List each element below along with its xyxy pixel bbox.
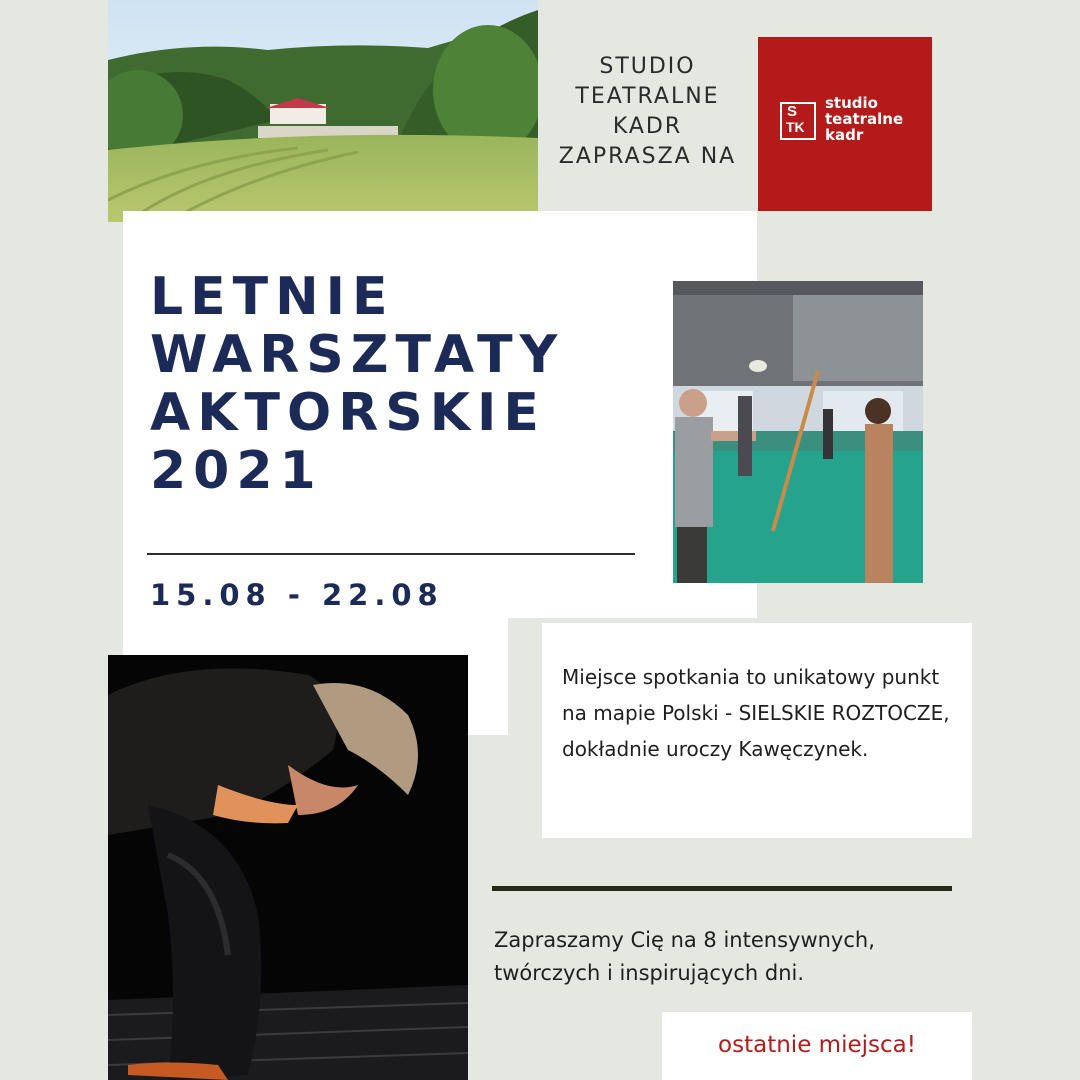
studio-logo <box>758 37 932 211</box>
invite-header <box>545 52 750 172</box>
title-line: 2021 <box>150 441 323 501</box>
last-spots-badge <box>662 1012 972 1080</box>
invite-days-text: Zapraszamy Cię na 8 intensywnych, twórczych i inspirujących dni. <box>494 928 875 985</box>
invite-line: TEATRALNE <box>575 84 720 109</box>
title-line: WARSZTATY <box>150 325 565 385</box>
logo-mark-bottom: TK <box>786 119 805 135</box>
logo-words <box>825 95 903 143</box>
event-dates: 15.08 - 22.08 <box>150 578 444 612</box>
logo-mark-top: S <box>787 103 798 120</box>
last-spots-text: ostatnie miejsca! <box>718 1032 916 1058</box>
invite-line: STUDIO <box>599 54 696 79</box>
invite-line: KADR <box>612 114 683 139</box>
logo-mark <box>780 102 816 140</box>
title-line: AKTORSKIE <box>150 383 546 443</box>
invite-line: ZAPRASZA NA <box>558 144 737 169</box>
page-title <box>150 268 620 500</box>
section-divider <box>492 886 952 891</box>
landscape-photo <box>108 0 538 222</box>
performer-photo <box>108 655 468 1080</box>
title-divider <box>147 553 635 555</box>
logo-word: kadr <box>825 126 864 144</box>
logo-word: studio <box>825 94 878 112</box>
location-info-box <box>542 623 972 838</box>
logo-word: teatralne <box>825 110 904 128</box>
location-info-text: Miejsce spotkania to unikatowy punkt na mapie Polski - SIELSKIE ROZTOCZE, dokładnie uroczy Kawęczynek. <box>562 665 950 761</box>
title-line: LETNIE <box>150 267 395 327</box>
studio-photo <box>673 281 923 583</box>
